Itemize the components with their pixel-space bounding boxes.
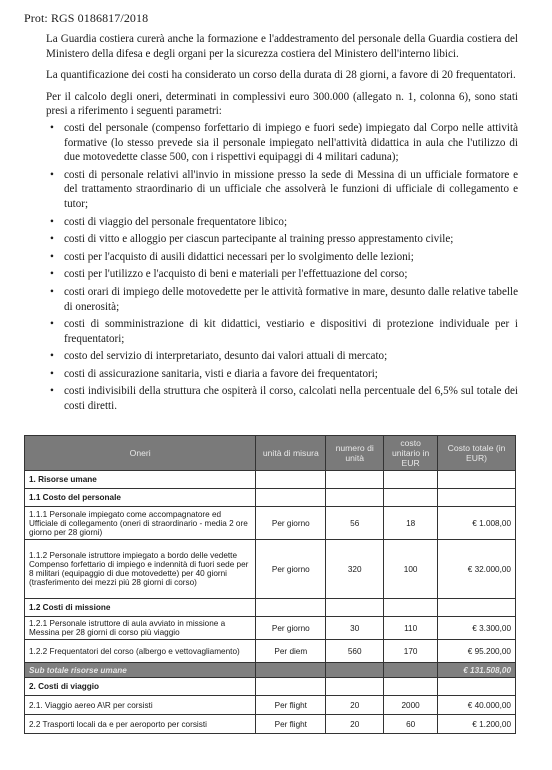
list-item: • costo del servizio di interpretariato, desunto dai valori attuali di mercato;	[50, 350, 388, 363]
table-row	[25, 696, 516, 715]
subtotal-label: Sub totale risorse umane	[25, 663, 256, 678]
cell-unit-cost: 110	[384, 617, 438, 640]
column-header: unità di misura	[256, 436, 326, 471]
bullet-icon: •	[50, 121, 54, 134]
bullet-icon: •	[50, 168, 54, 181]
column-header: Costo totale (in EUR)	[438, 436, 516, 471]
cell-number: 20	[326, 715, 384, 734]
section-title: 1.2 Costi di missione	[25, 599, 256, 617]
cost-parameters-list	[46, 121, 518, 414]
bullet-icon: •	[50, 350, 54, 363]
list-item: • costi per l'utilizzo e l'acquisto di beni e materiali per l'effettuazione del corso;	[50, 268, 408, 281]
cell-number: 56	[326, 507, 384, 540]
cell-total: € 32.000,00	[438, 540, 516, 599]
bullet-icon: •	[50, 385, 54, 398]
paragraph: La quantificazione dei costi ha considerato un corso della durata di 28 giorni, a favore di 20 frequentatori.	[46, 69, 516, 82]
list-item: • costi di somministrazione di kit didattici, vestiario e dispositivi di protezione individuale per i frequentatori;	[50, 318, 518, 345]
cell-description: 1.1.1 Personale impiegato come accompagnatore ed Ufficiale di collegamento (oneri di straordinario - media 2 ore giorno per 28 giorni)	[25, 507, 256, 540]
cell-description: 2.1. Viaggio aereo A\R per corsisti	[25, 696, 256, 715]
cell-number: 560	[326, 640, 384, 663]
bullet-icon: •	[50, 250, 54, 263]
list-item: • costi per l'acquisto di ausili didattici necessari per lo svolgimento delle lezioni;	[50, 250, 414, 263]
cell-unit-cost: 100	[384, 540, 438, 599]
cell-number: 30	[326, 617, 384, 640]
list-item: • costi di viaggio del personale frequentatore libico;	[50, 215, 288, 228]
cell-description: 1.2.2 Frequentatori del corso (albergo e vettovagliamento)	[25, 640, 256, 663]
section-title: 1.1 Costo del personale	[25, 489, 256, 507]
cell-unit: Per giorno	[256, 507, 326, 540]
table-row	[25, 715, 516, 734]
cell-unit-cost: 60	[384, 715, 438, 734]
protocol-number: Prot: RGS 0186817/2018	[24, 11, 149, 25]
table-header-row	[25, 436, 516, 471]
column-header: costo unitario in EUR	[384, 436, 438, 471]
section-row	[25, 678, 516, 696]
cell-number: 20	[326, 696, 384, 715]
section-title: 2. Costi di viaggio	[25, 678, 256, 696]
document-body	[46, 32, 518, 417]
costs-table	[24, 435, 516, 734]
subtotal-row	[25, 663, 516, 678]
list-item: • costi di personale relativi all'invio in missione presso la sede di Messina di un ufficiale formatore e del trattamento straordinario di un ufficiale che assolverà le funzioni di ufficiale di collegamento e tutor;	[50, 168, 518, 210]
paragraph: La Guardia costiera curerà anche la formazione e l'addestramento del personale della Guardia costiera del Ministero della difesa e degli organi per la sicurezza costiera del Ministero dell'interno libici.	[46, 33, 518, 60]
table-row	[25, 640, 516, 663]
cell-unit: Per flight	[256, 715, 326, 734]
list-item: • costi di vitto e alloggio per ciascun partecipante al training presso apprestamento civile;	[50, 233, 454, 246]
cell-unit-cost: 2000	[384, 696, 438, 715]
bullet-icon: •	[50, 215, 54, 228]
cell-unit: Per giorno	[256, 540, 326, 599]
bullet-icon: •	[50, 367, 54, 380]
paragraph: Per il calcolo degli oneri, determinati in complessivi euro 300.000 (allegato n. 1, colonna 6), sono stati presi a riferimento i seguenti parametri:	[46, 90, 518, 118]
bullet-icon: •	[50, 318, 54, 331]
cell-description: 2.2 Trasporti locali da e per aeroporto per corsisti	[25, 715, 256, 734]
table-row	[25, 617, 516, 640]
cell-total: € 40.000,00	[438, 696, 516, 715]
list-item: • costi indivisibili della struttura che ospiterà il corso, calcolati nella percentuale del 6,5% sul totale dei costi diretti.	[50, 385, 518, 413]
bullet-icon: •	[50, 285, 54, 298]
bullet-icon: •	[50, 268, 54, 281]
column-header: Oneri	[25, 436, 256, 471]
cell-unit: Per giorno	[256, 617, 326, 640]
section-row	[25, 489, 516, 507]
cell-total: € 3.300,00	[438, 617, 516, 640]
cell-total: € 1.008,00	[438, 507, 516, 540]
cell-unit: Per flight	[256, 696, 326, 715]
list-item: • costi del personale (compenso forfettario di impiego e fuori sede) impiegato dal Corpo nelle attività formative (lo stesso prevede sia il personale impiegato nell'attività didattica in aula che l'utilizzo di due motovedette classe 500, con i rispettivi equipaggi di 4 militari caduna);	[50, 121, 518, 164]
column-header: numero di unità	[326, 436, 384, 471]
section-row	[25, 599, 516, 617]
subtotal-value: € 131.508,00	[438, 663, 516, 678]
cell-description: 1.1.2 Personale istruttore impiegato a bordo delle vedette Compenso forfettario di impiego e indennità di fuori sede per 8 militari (equipaggio di due motovedette) per 40 giorni (trasferimento dei mezzi più 28 giorni di corso)	[25, 540, 256, 599]
cell-unit-cost: 18	[384, 507, 438, 540]
cell-unit: Per diem	[256, 640, 326, 663]
list-item: • costi orari di impiego delle motovedette per le attività formative in mare, desunto dalle relative tabelle di onerosità;	[50, 285, 518, 313]
section-row	[25, 471, 516, 489]
list-item: • costi di assicurazione sanitaria, visti e diaria a favore dei frequentatori;	[50, 367, 378, 380]
cell-total: € 95.200,00	[438, 640, 516, 663]
cell-total: € 1.200,00	[438, 715, 516, 734]
table-row	[25, 507, 516, 540]
cell-unit-cost: 170	[384, 640, 438, 663]
bullet-icon: •	[50, 233, 54, 246]
section-title: 1. Risorse umane	[25, 471, 256, 489]
cell-description: 1.2.1 Personale istruttore di aula avviato in missione a Messina per 28 giorni di corso più viaggio	[25, 617, 256, 640]
table-row	[25, 540, 516, 599]
cell-number: 320	[326, 540, 384, 599]
